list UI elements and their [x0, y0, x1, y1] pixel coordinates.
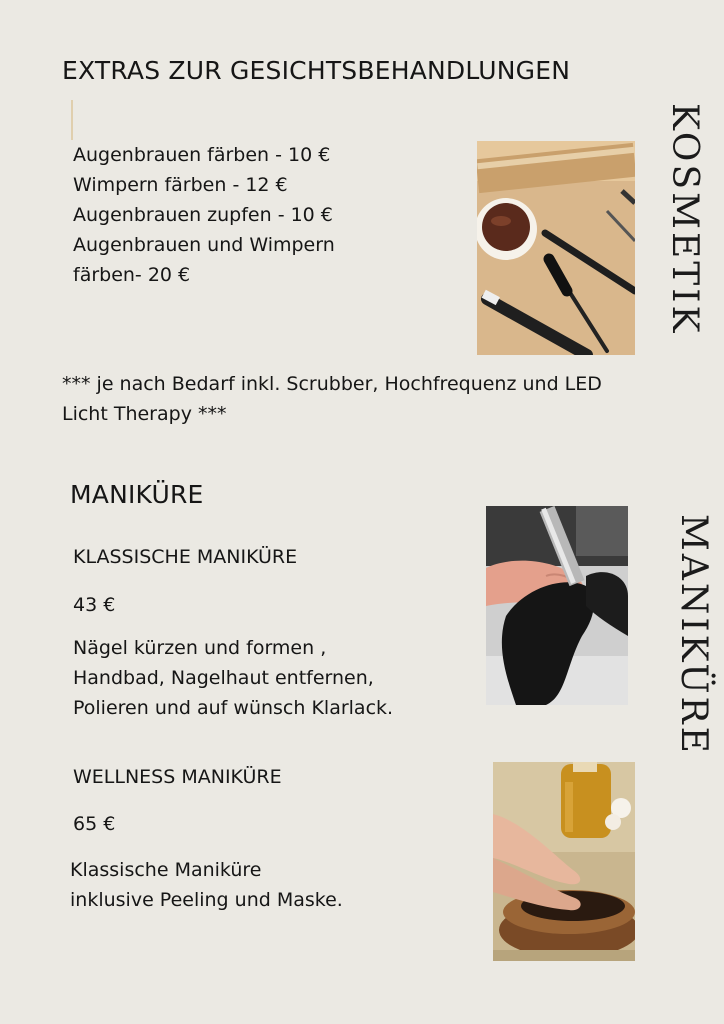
- manicure-side-label: MANIKÜRE: [673, 514, 714, 756]
- wellness-manicure-price: 65 €: [73, 813, 116, 835]
- manicure-heading: MANIKÜRE: [70, 480, 204, 509]
- wellness-manicure-description: [70, 855, 343, 915]
- kosmetik-side-label: KOSMETIK: [664, 103, 705, 336]
- list-item: Augenbrauen und Wimpern: [73, 234, 335, 256]
- description-line: Polieren und auf wünsch Klarlack.: [73, 697, 394, 719]
- accent-line: [71, 100, 73, 140]
- extras-note: [62, 369, 602, 429]
- classic-manicure-title: KLASSISCHE MANIKÜRE: [73, 546, 298, 568]
- extras-price-list: [73, 140, 335, 290]
- list-item: färben- 20 €: [73, 264, 191, 286]
- description-line: Klassische Maniküre: [70, 859, 262, 881]
- note-line: *** je nach Bedarf inkl. Scrubber, Hochfrequenz und LED: [62, 373, 602, 395]
- hand-bath-photo: [493, 762, 635, 961]
- classic-manicure-price: 43 €: [73, 594, 116, 616]
- note-line: Licht Therapy ***: [62, 403, 227, 425]
- description-line: Handbad, Nagelhaut entfernen,: [73, 667, 374, 689]
- list-item: Augenbrauen färben - 10 €: [73, 144, 331, 166]
- description-line: inklusive Peeling und Maske.: [70, 889, 343, 911]
- extras-heading: EXTRAS ZUR GESICHTSBEHANDLUNGEN: [62, 56, 571, 85]
- wellness-manicure-title: WELLNESS MANIKÜRE: [73, 766, 282, 788]
- brow-tint-tools-photo: [477, 141, 635, 355]
- description-line: Nägel kürzen und formen ,: [73, 637, 327, 659]
- list-item: Augenbrauen zupfen - 10 €: [73, 204, 333, 226]
- nail-filing-photo: [486, 506, 628, 705]
- list-item: Wimpern färben - 12 €: [73, 174, 288, 196]
- classic-manicure-description: [73, 633, 393, 723]
